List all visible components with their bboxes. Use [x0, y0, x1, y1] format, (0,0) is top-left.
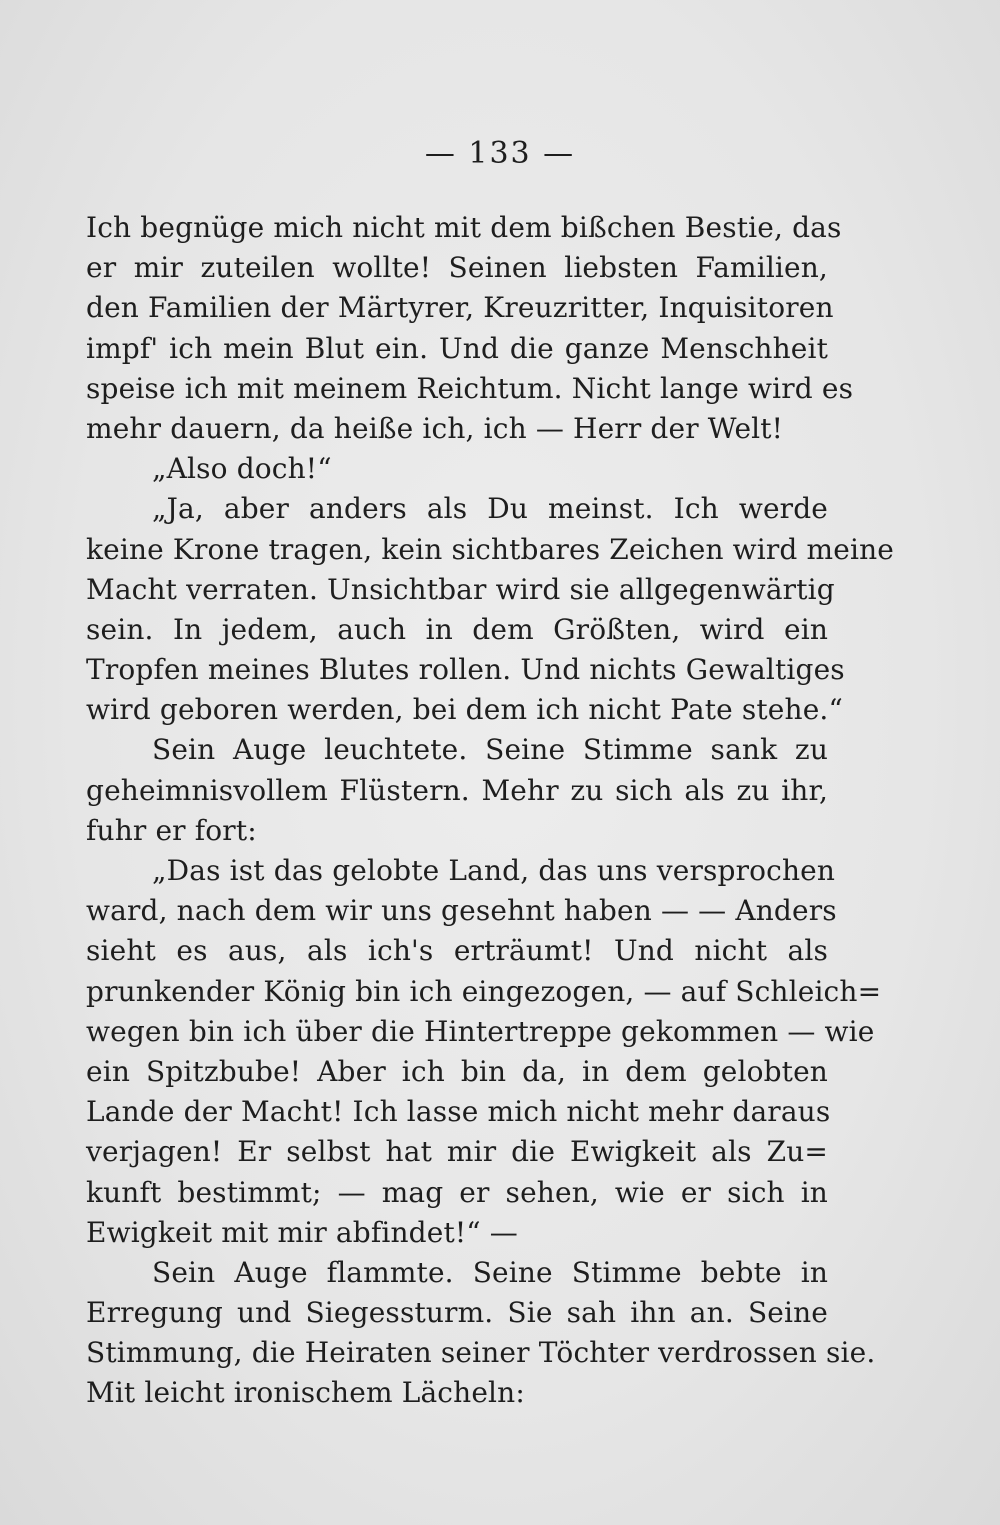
text-line: keine Krone tragen, kein sichtbares Zeichen wird meine — [86, 532, 894, 566]
text-line: kunft bestimmt; — mag er sehen, wie er sich in — [86, 1175, 828, 1209]
text-line: Mit leicht ironischem Lächeln: — [86, 1376, 525, 1410]
text-line: Stimmung, die Heiraten seiner Töchter verdrossen sie. — [86, 1336, 876, 1370]
text-line: ward, nach dem wir uns gesehnt haben — — Anders — [86, 894, 837, 928]
text-line: „Das ist das gelobte Land, das uns versprochen — [152, 854, 836, 887]
text-line: Sein Auge flammte. Seine Stimme bebte in — [152, 1255, 828, 1289]
text-line: Macht verraten. Unsichtbar wird sie allgegenwärtig — [86, 572, 835, 606]
text-line: Ewigkeit mit mir abfindet!“ — — [86, 1215, 518, 1249]
text-line: sieht es aus, als ich's erträumt! Und nicht als — [86, 934, 828, 968]
text-line: ein Spitzbube! Aber ich bin da, in dem gelobten — [86, 1054, 828, 1088]
text-line: fuhr er fort: — [86, 813, 257, 847]
text-line: Erregung und Siegessturm. Sie sah ihn an. Seine — [86, 1296, 828, 1330]
text-line: „Ja, aber anders als Du meinst. Ich werde — [152, 492, 828, 526]
text-line: den Familien der Märtyrer, Kreuzritter, Inquisitoren — [86, 291, 834, 325]
text-line: er mir zuteilen wollte! Seinen liebsten Familien, — [86, 251, 828, 285]
text-line: Tropfen meines Blutes rollen. Und nichts Gewaltiges — [86, 653, 845, 687]
text-line: verjagen! Er selbst hat mir die Ewigkeit als Zu= — [86, 1135, 828, 1169]
text-line: „Also doch!“ — [152, 452, 332, 486]
text-line: sein. In jedem, auch in dem Größten, wird ein — [86, 612, 828, 646]
text-line: geheimnisvollem Flüstern. Mehr zu sich als zu ihr, — [86, 773, 828, 807]
text-line: impf' ich mein Blut ein. Und die ganze Menschheit — [86, 331, 828, 365]
page-number: — 133 — — [424, 136, 576, 171]
text-line: speise ich mit meinem Reichtum. Nicht lange wird es — [86, 371, 854, 405]
page-body-text — [86, 208, 894, 1414]
text-line: wird geboren werden, bei dem ich nicht Pate stehe.“ — [86, 693, 843, 727]
text-line: mehr dauern, da heiße ich, ich — Herr der Welt! — [86, 411, 784, 445]
text-line: Sein Auge leuchtete. Seine Stimme sank zu — [152, 733, 828, 767]
text-line: Lande der Macht! Ich lasse mich nicht mehr daraus — [86, 1095, 831, 1129]
text-line: prunkender König bin ich eingezogen, — auf Schleich= — [86, 974, 882, 1008]
text-line: wegen bin ich über die Hintertreppe gekommen — wie — [86, 1014, 875, 1048]
text-line: Ich begnüge mich nicht mit dem bißchen Bestie, das — [86, 211, 842, 244]
